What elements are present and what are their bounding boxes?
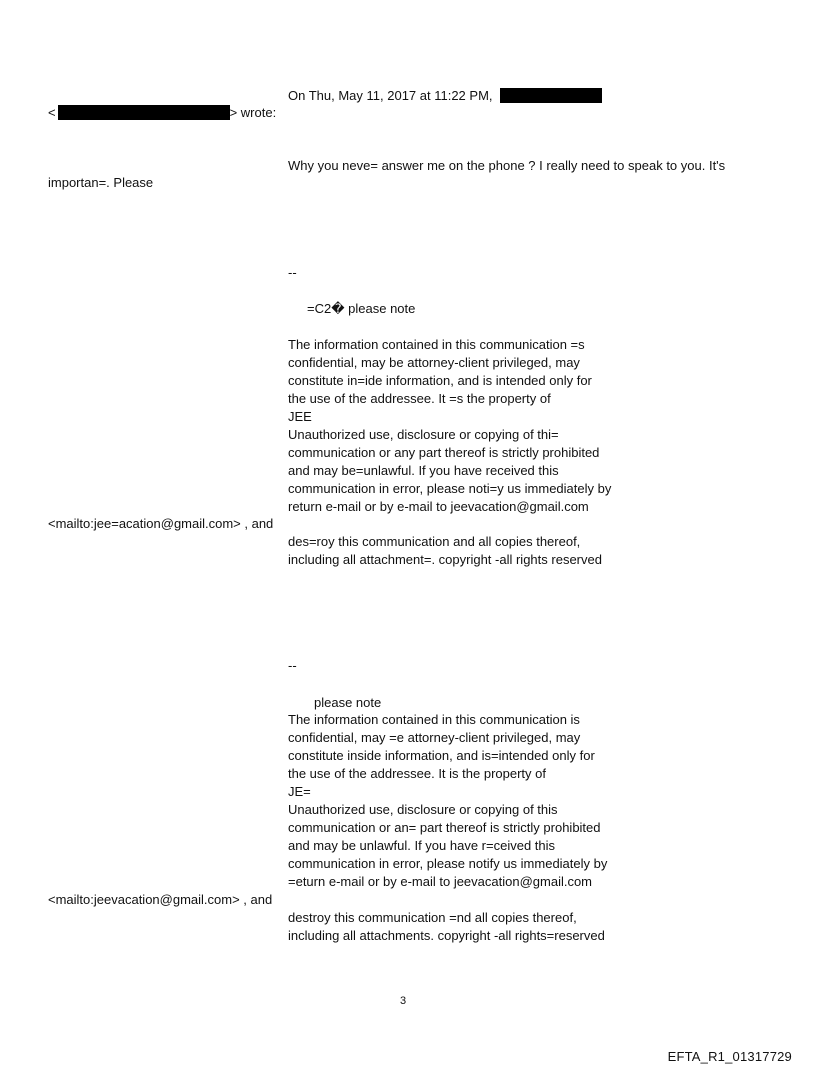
email-sender-line xyxy=(48,104,276,122)
disclaimer-line: Unauthorized use, disclosure or copying of this xyxy=(288,802,558,817)
mailto-line-1: <mailto:jee=acation@gmail.com> , and xyxy=(48,516,274,531)
disclaimer-line: constitute inside information, and is=intended only for xyxy=(288,748,595,763)
open-angle: < xyxy=(48,105,56,120)
redacted-sender-email xyxy=(58,105,230,120)
signature-note-2: please note xyxy=(314,695,382,710)
signature-separator-1: -- xyxy=(288,265,297,280)
disclaimer-line: JE= xyxy=(288,784,311,799)
disclaimer-tail-1 xyxy=(288,533,602,569)
disclaimer-line: des=roy this communication and all copies thereof, xyxy=(288,534,581,549)
disclaimer-line: confidential, may be attorney-client privileged, may xyxy=(288,355,580,370)
disclaimer-line: communication in error, please noti=y us immediately by xyxy=(288,481,612,496)
message-line-1: Why you neve= answer me on the phone ? I really need to speak to you. It's xyxy=(288,158,726,173)
disclaimer-line: Unauthorized use, disclosure or copying of thi= xyxy=(288,427,559,442)
disclaimer-line: including all attachment=. copyright -all rights reserved xyxy=(288,552,602,567)
disclaimer-line: communication or an= part thereof is strictly prohibited xyxy=(288,820,601,835)
disclaimer-line: and may be unlawful. If you have r=ceived this xyxy=(288,838,556,853)
disclaimer-line: destroy this communication =nd all copies thereof, xyxy=(288,910,577,925)
email-header-line xyxy=(288,87,602,105)
disclaimer-line: including all attachments. copyright -all rights=reserved xyxy=(288,928,605,943)
redacted-sender-name xyxy=(500,88,602,103)
disclaimer-line: return e-mail or by e-mail to jeevacation@gmail.com xyxy=(288,499,589,514)
disclaimer-line: communication in error, please notify us immediately by xyxy=(288,856,608,871)
disclaimer-line: and may be=unlawful. If you have received this xyxy=(288,463,559,478)
disclaimer-tail-2 xyxy=(288,909,605,945)
document-id: EFTA_R1_01317729 xyxy=(667,1049,792,1064)
reply-date-text: On Thu, May 11, 2017 at 11:22 PM, xyxy=(288,88,493,103)
message-line-2: importan=. Please xyxy=(48,175,154,190)
signature-note-1: =C2� please note xyxy=(307,301,416,316)
wrote-text: > wrote: xyxy=(229,105,277,120)
disclaimer-block-2 xyxy=(288,711,607,891)
disclaimer-line: confidential, may =e attorney-client privileged, may xyxy=(288,730,581,745)
disclaimer-line: The information contained in this communication =s xyxy=(288,337,585,352)
page-number: 3 xyxy=(400,995,407,1007)
mailto-line-2: <mailto:jeevacation@gmail.com> , and xyxy=(48,892,273,907)
signature-separator-2: -- xyxy=(288,658,297,673)
disclaimer-line: the use of the addressee. It =s the property of xyxy=(288,391,551,406)
disclaimer-line: JEE xyxy=(288,409,312,424)
disclaimer-line: the use of the addressee. It is the property of xyxy=(288,766,546,781)
disclaimer-line: =eturn e-mail or by e-mail to jeevacation@gmail.com xyxy=(288,874,593,889)
disclaimer-block-1 xyxy=(288,336,611,516)
disclaimer-line: The information contained in this communication is xyxy=(288,712,580,727)
disclaimer-line: communication or any part thereof is strictly prohibited xyxy=(288,445,600,460)
disclaimer-line: constitute in=ide information, and is intended only for xyxy=(288,373,592,388)
